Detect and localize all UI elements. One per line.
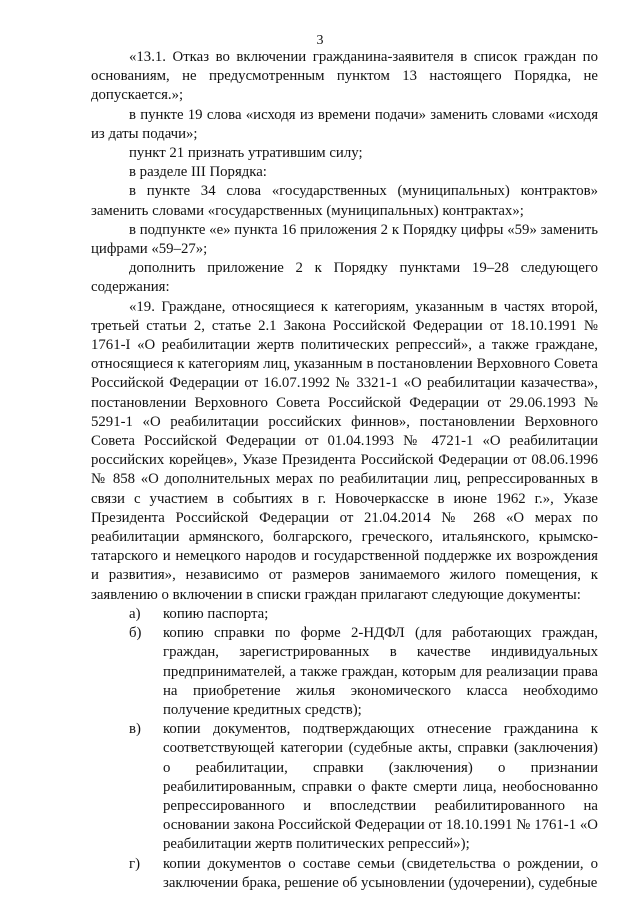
- paragraph: в пункте 34 слова «государственных (муниципальных) контрактов» заменить словами «государственных (муниципальных) контрактах»;: [91, 183, 598, 219]
- list-item: [91, 855, 598, 893]
- paragraph: «13.1. Отказ во включении гражданина-заявителя в список граждан по основаниям, не предусмотренным пунктом 13 настоящего Порядка, не допускается.»;: [91, 49, 598, 104]
- paragraph: в пункте 19 слова «исходя из времени подачи» заменить словами «исходя из даты подачи»;: [91, 106, 598, 142]
- list-item-label: г): [129, 855, 140, 872]
- paragraph: пункт 21 признать утратившим силу;: [129, 145, 363, 162]
- list-item-label: в): [129, 721, 141, 738]
- list-item: [91, 624, 598, 720]
- list-item-text: копии документов, подтверждающих отнесение гражданина к соответствующей категории (судебные акты, справки (заключения) о реабилитации, справки (заключения) о признании реабилитированным, справки о факте смерти лица, необоснованно репрессированного и впоследствии реабилитированного на основании закона Российской Федерации от 18.10.1991 № 1761-1 «О реабилитации жертв политических репрессий»);: [163, 721, 598, 853]
- list-item: [91, 720, 598, 854]
- list-item-label: а): [129, 605, 141, 622]
- paragraph: в разделе III Порядка:: [129, 164, 267, 181]
- list-item-label: б): [129, 625, 142, 642]
- list-item-text: копии документов о составе семьи (свидетельства о рождении, о заключении брака, решение об усыновлении (удочерении), судебные: [163, 855, 598, 891]
- list-item-text: копию паспорта;: [163, 605, 269, 622]
- page-number: 3: [316, 33, 324, 48]
- paragraph: в подпункте «е» пункта 16 приложения 2 к Порядку цифры «59» заменить цифрами «59–27»;: [91, 221, 598, 258]
- list-item: [91, 605, 598, 624]
- paragraph: дополнить приложение 2 к Порядку пунктами 19–28 следующего содержания:: [91, 260, 598, 296]
- document-body: [91, 48, 598, 893]
- list-item-text: копию справки по форме 2-НДФЛ (для работающих граждан, граждан, зарегистрированных в качестве индивидуальных предпринимателей, а также граждан, которым для реализации права на приобретение жилья экономического класса необходимо получение кредитных средств);: [163, 625, 598, 718]
- paragraph: «19. Граждане, относящиеся к категориям, указанным в частях второй, третьей статьи 2, статье 2.1 Закона Российской Федерации от 18.10.1991 № 1761-I «О реабилитации жертв политических репрессий», а также граждане, относящиеся к категориям лиц, указанным в постановлении Верховного Совета Российской Федерации от 16.07.1992 № 3321-1 «О реабилитации казачества», постановлении Верховного Совета Российской Федерации от 29.06.1993 № 5291-1 «О реабилитации российских финнов», постановлении Верховного Совета Российской Федерации от 01.04.1993 № 4721-1 «О реабилитации российских корейцев», Указе Президента Российской Федерации от 08.06.1996 № 858 «О дополнительных мерах по реабилитации лиц, репрессированных в связи с участием в событиях в г. Новочеркасске в июне 1962 г.», Указе Президента Российской Федерации от 21.04.2014 № 268 «О мерах по реабилитации армянского, болгарского, греческого, итальянского, крымско-татарского и немецкого народов и государственной поддержке их возрождения и развития», независимо от размеров занимаемого жилого помещения, к заявлению о включении в списки граждан прилагают следующие документы:: [91, 298, 598, 603]
